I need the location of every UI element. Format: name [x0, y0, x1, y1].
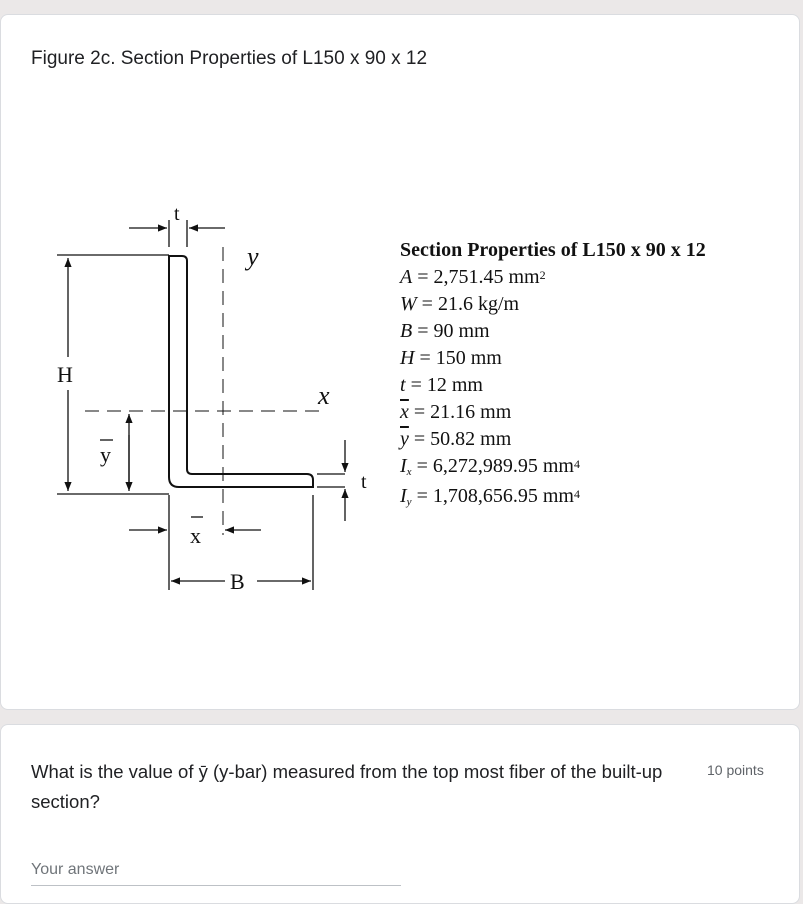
prop-Iy: $I_y = 1,708,656.95$ $mm^4$ [400, 485, 580, 508]
prop-ybar: $\overline{y} = 50.82$ mm [400, 428, 512, 450]
figure-card [0, 14, 800, 710]
prop-xbar: $\overline{x} = 21.16$ mm [400, 401, 512, 423]
label-B: B [230, 569, 245, 594]
prop-area: A = 2,751.45 $mm^2$ [400, 266, 546, 288]
angle-profile [169, 256, 313, 487]
label-H: H [57, 362, 73, 387]
prop-Ix: $I_x = 6,272,989.95$ $mm^4$ [400, 455, 580, 478]
properties-title: Section Properties of L150 x 90 x 12 [400, 239, 706, 261]
label-y-axis: y [247, 242, 259, 271]
prop-t: t = 12 mm [400, 374, 483, 396]
prop-B: B = 90 mm [400, 320, 490, 342]
angle-section-figure [1, 183, 401, 603]
label-x-axis: x [318, 381, 330, 410]
prop-weight: W = 21.6 kg/m [400, 293, 520, 315]
figure-title: Figure 2c. Section Properties of L150 x 90 x 12 [31, 48, 428, 69]
label-ybar: y [100, 442, 111, 467]
section-properties [400, 236, 706, 513]
answer-input[interactable] [31, 855, 401, 886]
label-t-right: t [361, 471, 367, 493]
question-card [0, 724, 800, 904]
label-t-top: t [174, 203, 180, 225]
label-xbar: x [190, 523, 201, 548]
question-text: What is the value of ȳ (y-bar) measured from the top most fiber of the built-up section? [31, 761, 663, 812]
prop-H: H = 150 mm [400, 347, 502, 369]
points-label: 10 points [707, 762, 764, 778]
